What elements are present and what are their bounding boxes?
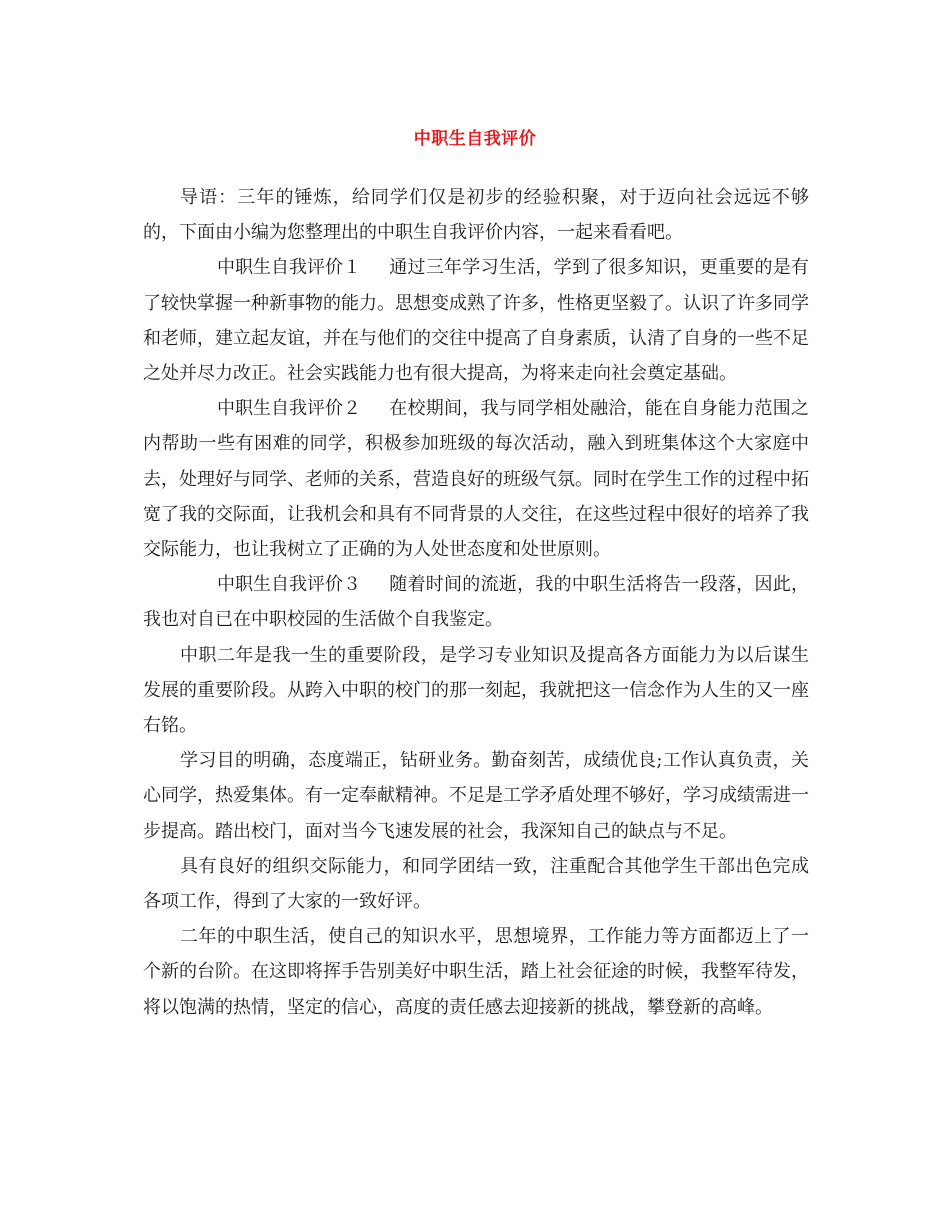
evaluation-text-1: 通过三年学习生活，学到了很多知识，更重要的是有了较快掌握一种新事物的能力。思想变成熟了许多，性格更坚毅了。认识了许多同学和老师，建立起友谊，并在与他们的交往中提高了自身素质，认清了自身的一些不足之处并尽力改正。社会实践能力也有很大提高，为将来走向社会奠定基础。	[143, 257, 809, 385]
body-paragraph-2: 学习目的明确，态度端正，钻研业务。勤奋刻苦，成绩优良;工作认真负责，关心同学，热爱集体。有一定奉献精神。不足是工学矛盾处理不够好，学习成绩需进一步提高。踏出校门，面对当今飞速发展的社会，我深知自己的缺点与不足。	[143, 750, 809, 842]
evaluation-heading-3: 中职生自我评价３	[217, 574, 361, 596]
intro-paragraph: 导语：三年的锤炼，给同学们仅是初步的经验积聚，对于迈向社会远远不够的，下面由小编为您整理出的中职生自我评价内容，一起来看看吧。	[143, 187, 809, 244]
evaluation-text-2: 在校期间，我与同学相处融洽，能在自身能力范围之内帮助一些有困难的同学，积极参加班级的每次活动，融入到班集体这个大家庭中去，处理好与同学、老师的关系，营造良好的班级气氛。同时在学生工作的过程中拓宽了我的交际面，让我机会和具有不同背景的人交往，在这些过程中很好的培养了我交际能力，也让我树立了正确的为人处世态度和处世原则。	[143, 398, 809, 561]
body-paragraph-4: 二年的中职生活，使自己的知识水平，思想境界，工作能力等方面都迈上了一个新的台阶。在这即将挥手告别美好中职生活，踏上社会征途的时候，我整军待发，将以饱满的热情，坚定的信心，高度的责任感去迎接新的挑战，攀登新的高峰。	[143, 926, 809, 1018]
evaluation-heading-2: 中职生自我评价２	[217, 398, 361, 420]
document-title: 中职生自我评价	[413, 129, 537, 149]
document-body	[143, 180, 809, 1025]
evaluation-heading-1: 中职生自我评价１	[217, 257, 361, 279]
body-paragraph-3: 具有良好的组织交际能力，和同学团结一致，注重配合其他学生干部出色完成各项工作，得到了大家的一致好评。	[143, 855, 809, 913]
evaluation-section-3	[143, 567, 809, 637]
evaluation-section-2	[143, 391, 809, 567]
body-paragraph-1: 中职二年是我一生的重要阶段，是学习专业知识及提高各方面能力为以后谋生发展的重要阶段。从跨入中职的校门的那一刻起，我就把这一信念作为人生的又一座右铭。	[143, 644, 809, 737]
evaluation-section-1	[143, 250, 809, 391]
evaluation-text-3: 随着时间的流逝，我的中职生活将告一段落，因此，我也对自已在中职校园的生活做个自我鉴定。	[143, 574, 809, 631]
